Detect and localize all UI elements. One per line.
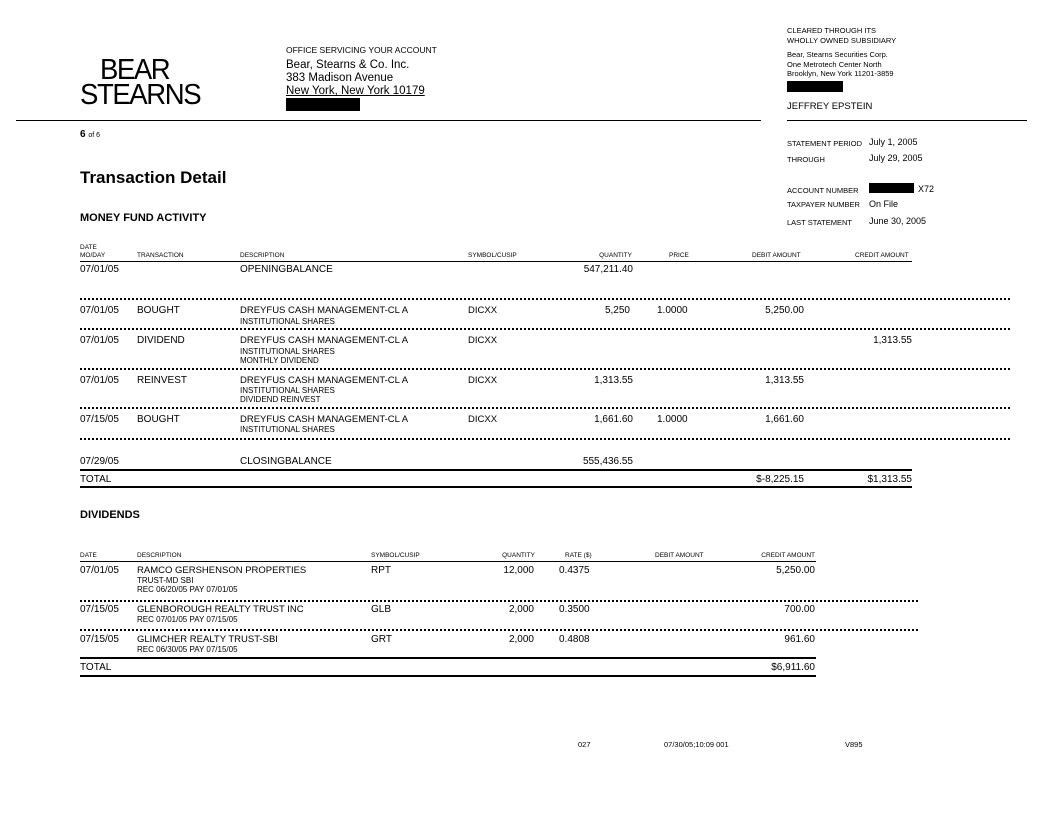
div-row-credit: 700.00 (784, 604, 815, 615)
row-price: 1.0000 (657, 305, 688, 316)
row-quantity: 5,250 (604, 305, 630, 316)
div-col-description: DESCRIPTION (137, 552, 182, 559)
total-line-bottom (80, 486, 912, 488)
through-value: July 29, 2005 (869, 153, 923, 163)
div-row-symbol: GLB (371, 604, 392, 615)
row-divider (80, 368, 1010, 370)
div-row-symbol: GRT (371, 634, 392, 645)
closing-desc: CLOSINGBALANCE (240, 456, 332, 467)
row-divider (80, 438, 1010, 440)
footer-code-2: 07/30/05;10:09 001 (664, 740, 729, 749)
row-divider (80, 407, 1010, 409)
account-suffix: X72 (918, 184, 935, 194)
office-title: OFFICE SERVICING YOUR ACCOUNT (286, 45, 437, 55)
header-divider (16, 120, 761, 121)
row-debit: 1,661.60 (765, 414, 804, 425)
clearing-line-2: WHOLLY OWNED SUBSIDIARY (787, 35, 897, 45)
div-col-credit: CREDIT AMOUNT (761, 552, 815, 559)
clearing-line-4: One Metrotech Center North (787, 59, 882, 69)
row-sub1: INSTITUTIONAL SHARES (240, 386, 335, 395)
row-quantity: 1,661.60 (594, 414, 633, 425)
div-row-credit: 5,250.00 (776, 565, 815, 576)
row-transaction: DIVIDEND (137, 335, 185, 346)
col-credit: CREDIT AMOUNT (855, 252, 909, 259)
row-price: 1.0000 (657, 414, 688, 425)
header-underline (80, 261, 912, 262)
taxpayer-label: TAXPAYER NUMBER (787, 200, 860, 209)
div-row-quantity: 2,000 (508, 604, 534, 615)
taxpayer-value: On File (869, 199, 899, 209)
div-row-description: GLIMCHER REALTY TRUST-SBI (137, 634, 278, 645)
div-row-rate: 0.4375 (559, 565, 590, 576)
row-sub2: MONTHLY DIVIDEND (240, 356, 319, 365)
div-row-symbol: RPT (371, 565, 391, 576)
div-row-credit: 961.60 (784, 634, 815, 645)
div-row-quantity: 2,000 (508, 634, 534, 645)
div-col-rate: RATE ($) (565, 552, 592, 559)
col-date: DATE (80, 244, 97, 251)
row-date: 07/01/05 (80, 375, 119, 386)
office-line-1: Bear, Stearns & Co. Inc. (286, 59, 410, 71)
bear-stearns-logo (80, 54, 201, 111)
div-row-date: 07/15/05 (80, 604, 119, 615)
div-total-line-top (80, 657, 816, 659)
row-transaction: BOUGHT (137, 414, 180, 425)
logo-line-1: BEAR (99, 54, 170, 86)
row-date: 07/01/05 (80, 305, 119, 316)
through-label: THROUGH (787, 155, 825, 164)
total-credit: $1,313.55 (867, 474, 912, 485)
last-statement-value: June 30, 2005 (869, 216, 927, 226)
row-description: DREYFUS CASH MANAGEMENT-CL A (240, 414, 409, 425)
account-holder: JEFFREY EPSTEIN (787, 101, 873, 112)
office-line-3: New York, New York 10179 (286, 85, 425, 97)
clearing-line-3: Bear, Stearns Securities Corp. (787, 50, 888, 59)
row-description: DREYFUS CASH MANAGEMENT-CL A (240, 375, 409, 386)
row-divider (80, 629, 918, 631)
opening-quantity: 547,211.40 (583, 264, 633, 275)
row-debit: 5,250.00 (765, 305, 804, 316)
opening-date: 07/01/05 (80, 264, 119, 275)
div-row-sub1: REC 06/30/05 PAY 07/15/05 (137, 645, 238, 654)
money-fund-title: MONEY FUND ACTIVITY (80, 212, 207, 224)
row-debit: 1,313.55 (765, 375, 804, 386)
footer-code-3: V895 (845, 740, 863, 749)
page-title: Transaction Detail (80, 168, 227, 187)
row-credit: 1,313.55 (873, 335, 912, 346)
row-symbol: DICXX (468, 414, 498, 425)
row-description: DREYFUS CASH MANAGEMENT-CL A (240, 305, 409, 316)
row-sub2: DIVIDEND REINVEST (240, 395, 321, 404)
div-row-date: 07/01/05 (80, 565, 119, 576)
div-row-sub1: REC 07/01/05 PAY 07/15/05 (137, 615, 238, 624)
clearing-line-5: Brooklyn, New York 11201-3859 (787, 69, 894, 78)
div-col-date: DATE (80, 552, 97, 559)
div-row-rate: 0.3500 (559, 604, 590, 615)
total-debit: $-8,225.15 (756, 474, 804, 485)
footer-code-1: 027 (578, 740, 591, 749)
div-row-date: 07/15/05 (80, 634, 119, 645)
col-symbol: SYMBOL/CUSIP (468, 252, 517, 259)
div-header-underline (80, 561, 816, 562)
account-label: ACCOUNT NUMBER (787, 186, 859, 195)
row-transaction: BOUGHT (137, 305, 180, 316)
header-divider-right (787, 120, 1027, 121)
row-symbol: DICXX (468, 335, 498, 346)
total-line-top (80, 469, 912, 471)
row-description: DREYFUS CASH MANAGEMENT-CL A (240, 335, 409, 346)
div-col-debit: DEBIT AMOUNT (655, 552, 704, 559)
div-col-quantity: QUANTITY (502, 552, 535, 559)
dividends-title: DIVIDENDS (80, 509, 140, 521)
row-quantity: 1,313.55 (594, 375, 633, 386)
col-debit: DEBIT AMOUNT (752, 252, 801, 259)
last-statement-label: LAST STATEMENT (787, 218, 853, 227)
div-col-symbol: SYMBOL/CUSIP (371, 552, 420, 559)
row-transaction: REINVEST (137, 375, 188, 386)
col-transaction: TRANSACTION (137, 252, 184, 259)
logo-line-2: STEARNS (80, 79, 201, 111)
div-row-sub2: REC 06/20/05 PAY 07/01/05 (137, 585, 238, 594)
opening-desc: OPENINGBALANCE (240, 264, 333, 275)
period-label: STATEMENT PERIOD (787, 139, 863, 148)
row-date: 07/15/05 (80, 414, 119, 425)
div-row-description: GLENBOROUGH REALTY TRUST INC (137, 604, 304, 615)
total-label: TOTAL (80, 474, 112, 485)
div-total-credit: $6,911.60 (771, 662, 815, 673)
col-quantity: QUANTITY (599, 252, 632, 259)
closing-date: 07/29/05 (80, 456, 119, 467)
div-total-label: TOTAL (80, 662, 112, 673)
row-divider (80, 298, 1010, 300)
page-of: of 6 (88, 132, 101, 139)
row-divider (80, 328, 1010, 330)
row-date: 07/01/05 (80, 335, 119, 346)
row-sub1: INSTITUTIONAL SHARES (240, 425, 335, 434)
div-row-description: RAMCO GERSHENSON PROPERTIES (137, 565, 307, 576)
clearing-block (787, 26, 896, 94)
div-row-quantity: 12,000 (503, 565, 534, 576)
page-current: 6 (80, 129, 86, 140)
office-line-2: 383 Madison Avenue (286, 72, 394, 84)
div-row-sub1: TRUST-MD SBI (137, 576, 194, 585)
row-sub1: INSTITUTIONAL SHARES (240, 347, 335, 356)
col-description: DESCRIPTION (240, 252, 285, 259)
col-price: PRICE (669, 252, 689, 259)
div-total-line-bottom (80, 675, 816, 677)
period-value: July 1, 2005 (869, 137, 918, 147)
office-block (286, 44, 437, 115)
redaction-box (787, 81, 843, 92)
row-sub1: INSTITUTIONAL SHARES (240, 317, 335, 326)
closing-quantity: 555,436.55 (582, 456, 633, 467)
div-row-rate: 0.4808 (559, 634, 590, 645)
redaction-box (869, 183, 914, 193)
row-symbol: DICXX (468, 375, 498, 386)
page-number (80, 129, 100, 140)
clearing-line-1: CLEARED THROUGH ITS (787, 26, 877, 35)
row-symbol: DICXX (468, 305, 498, 316)
col-moday: MO/DAY (80, 252, 106, 259)
row-divider (80, 600, 918, 602)
redaction-box (286, 98, 360, 111)
